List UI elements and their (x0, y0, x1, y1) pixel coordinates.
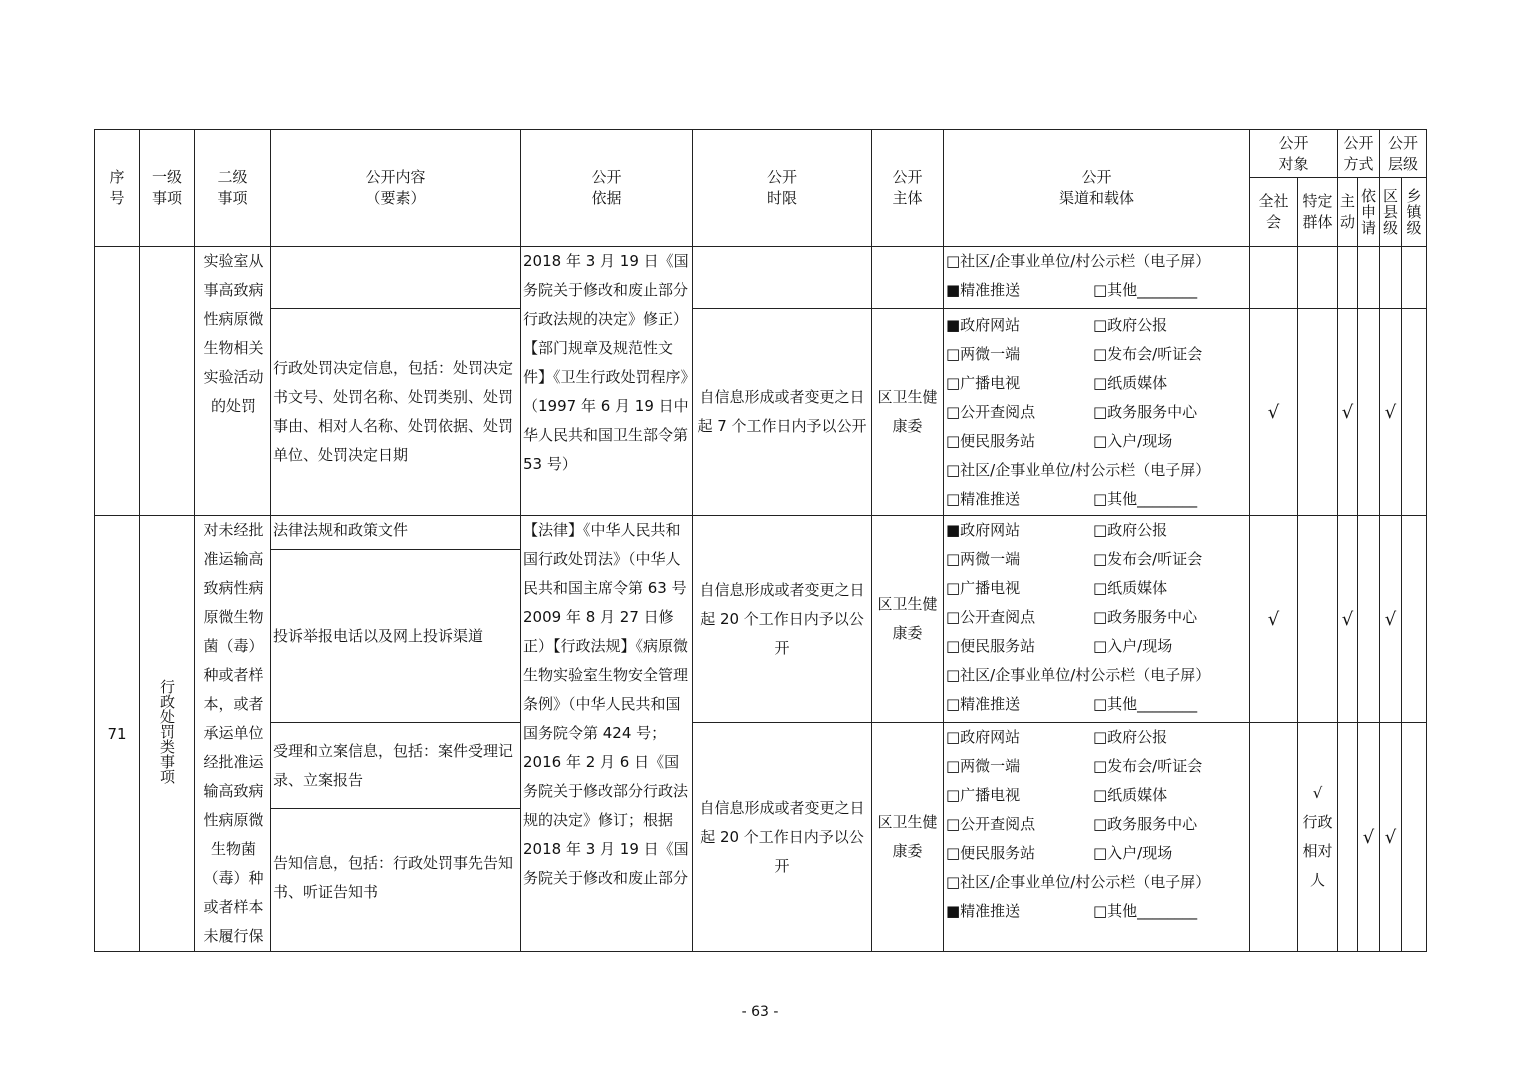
rowB-basis: 【法律】《中华人民共和国行政处罚法》（中华人民共和国主席令第 63 号 2009 年 8 月 27 日修正）【行政法规】《病原微生物实验室生物安全管理条例》（中华人民共和国国务院令第 424 号；2016 年 2 月 6 日《国务院关于修改部分行政法规的决定》修订；根据 2018 年 3 月 19 日《国务院关于修改和废止部分 (521, 516, 693, 952)
rowA-basis: 2018 年 3 月 19 日《国务院关于修改和废止部分行政法规的决定》修正）【部门规章及规范性文件】《卫生行政处罚程序》（1997 年 6 月 19 日中华人民共和国卫生部令第 53 号） (521, 247, 693, 516)
rowB-g1-mark-specific (1298, 516, 1338, 723)
rowA-sub2-channels (944, 309, 1250, 516)
header-method-active: 主 动 (1338, 178, 1358, 247)
rowA-level2: 实验室从事高致病性病原微生物相关实验活动的处罚 (195, 247, 271, 516)
rowB-g1-mark-all: √ (1250, 516, 1298, 723)
channel-row: □社区/企事业单位/村公示栏（电子屏） (946, 873, 1211, 891)
rowB-level2: 对未经批准运输高致病性病原微生物菌（毒）种或者样本，或者承运单位经批准运输高致病性病原微生物菌（毒）种或者样本未履行保 (195, 516, 271, 952)
header-method-apply: 依 申 请 (1358, 178, 1380, 247)
channel-row: □社区/企事业单位/村公示栏（电子屏） (946, 460, 1211, 479)
page-number: - 63 - (741, 1004, 779, 1020)
rowA-sub2-mark-active: √ (1338, 309, 1358, 516)
header-target: 公开 对象 (1250, 130, 1338, 178)
header-basis: 公开 依据 (521, 130, 693, 247)
rowA-sub2-mark-town (1402, 309, 1427, 516)
rowA-sub2-mark-county: √ (1380, 309, 1402, 516)
channel-row: □便民服务站 □入户/现场 (946, 844, 1173, 862)
header-level: 公开 层级 (1380, 130, 1427, 178)
rowB-g2-channels (944, 723, 1250, 952)
rowA-sub1-mark-apply (1358, 247, 1380, 309)
rowB-seq: 71 (95, 516, 140, 952)
rowB-g1-mark-apply (1358, 516, 1380, 723)
channel-row: ■精准推送 □其他________ (946, 281, 1198, 299)
rowB-g2-mark-apply: √ (1358, 723, 1380, 952)
disclosure-table (94, 129, 1427, 952)
header-method: 公开 方式 (1338, 130, 1380, 178)
rowA-sub1-mark-county (1380, 247, 1402, 309)
rowB-g1-mark-county: √ (1380, 516, 1402, 723)
channel-row: ■精准推送 □其他________ (946, 902, 1198, 920)
channel-row: □精准推送 □其他________ (946, 695, 1198, 713)
channel-row: □两微一端 □发布会/听证会 (946, 757, 1203, 775)
header-content: 公开内容 （要素） (271, 130, 521, 247)
rowA-sub1-mark-town (1402, 247, 1427, 309)
channel-row: □两微一端 □发布会/听证会 (946, 550, 1203, 568)
rowB-g2-mark-active (1338, 723, 1358, 952)
channel-row: □社区/企事业单位/村公示栏（电子屏） (946, 666, 1211, 684)
rowA-level1 (140, 247, 195, 516)
header-deadline: 公开 时限 (693, 130, 872, 247)
rowB-g2-mark-all (1250, 723, 1298, 952)
channel-row: ■政府网站 □政府公报 (946, 315, 1168, 334)
rowA-sub2-mark-apply (1358, 309, 1380, 516)
rowA-sub2-mark-specific (1298, 309, 1338, 516)
rowB-level1: 行政处罚类事项 (140, 516, 195, 952)
channel-row: □公开查阅点 □政务服务中心 (946, 402, 1198, 421)
rowB-content2: 投诉举报电话以及网上投诉渠道 (271, 550, 521, 723)
channel-row: □精准推送 □其他________ (946, 489, 1198, 508)
rowB-g2-mark-county: √ (1380, 723, 1402, 952)
channel-row: □政府网站 □政府公报 (946, 728, 1168, 746)
channel-row: □公开查阅点 □政务服务中心 (946, 815, 1198, 833)
rowB-g1-deadline: 自信息形成或者变更之日起 20 个工作日内予以公开 (693, 516, 872, 723)
rowA-sub2-content: 行政处罚决定信息，包括：处罚决定书文号、处罚名称、处罚类别、处罚事由、相对人名称、处罚依据、处罚单位、处罚决定日期 (271, 309, 521, 516)
channel-row: □广播电视 □纸质媒体 (946, 373, 1168, 392)
rowB-g1-mark-active: √ (1338, 516, 1358, 723)
rowA-sub2-deadline: 自信息形成或者变更之日起 7 个工作日内予以公开 (693, 309, 872, 516)
rowB-g2-mark-town (1402, 723, 1427, 952)
header-subject: 公开 主体 (872, 130, 944, 247)
header-level2: 二级 事项 (195, 130, 271, 247)
channel-row: □广播电视 □纸质媒体 (946, 786, 1168, 804)
rowA-sub2-mark-all: √ (1250, 309, 1298, 516)
header-level-town: 乡 镇 级 (1402, 178, 1427, 247)
rowB-g1-mark-town (1402, 516, 1427, 723)
channel-row: □便民服务站 □入户/现场 (946, 431, 1173, 450)
rowB-g1-channels (944, 516, 1250, 723)
channel-row: □两微一端 □发布会/听证会 (946, 344, 1203, 363)
rowA-sub1-mark-all (1250, 247, 1298, 309)
rowA-sub1-content (271, 247, 521, 309)
channel-row: □便民服务站 □入户/现场 (946, 637, 1173, 655)
rowB-g2-deadline: 自信息形成或者变更之日起 20 个工作日内予以公开 (693, 723, 872, 952)
channel-row: □社区/企事业单位/村公示栏（电子屏） (946, 252, 1211, 270)
rowA-sub2-subject: 区卫生健康委 (872, 309, 944, 516)
rowA-sub1-channels (944, 247, 1250, 309)
rowA-sub1-subject (872, 247, 944, 309)
channel-row: ■政府网站 □政府公报 (946, 521, 1168, 539)
channel-row: □广播电视 □纸质媒体 (946, 579, 1168, 597)
header-level1: 一级 事项 (140, 130, 195, 247)
rowB-g1-subject: 区卫生健康委 (872, 516, 944, 723)
rowA-sub1-mark-specific (1298, 247, 1338, 309)
header-seq: 序 号 (95, 130, 140, 247)
rowB-g2-subject: 区卫生健康委 (872, 723, 944, 952)
rowB-g2-mark-specific: √ 行政 相对 人 (1298, 723, 1338, 952)
rowB-content3: 受理和立案信息，包括：案件受理记录、立案报告 (271, 723, 521, 809)
rowA-sub1-deadline (693, 247, 872, 309)
rowA-sub1-mark-active (1338, 247, 1358, 309)
header-target-all: 全社 会 (1250, 178, 1298, 247)
channel-row: □公开查阅点 □政务服务中心 (946, 608, 1198, 626)
header-target-specific: 特定 群体 (1298, 178, 1338, 247)
rowB-content4: 告知信息，包括：行政处罚事先告知书、听证告知书 (271, 809, 521, 952)
rowA-seq (95, 247, 140, 516)
header-channels: 公开 渠道和载体 (944, 130, 1250, 247)
header-level-county: 区 县 级 (1380, 178, 1402, 247)
rowB-content1: 法律法规和政策文件 (271, 516, 521, 550)
